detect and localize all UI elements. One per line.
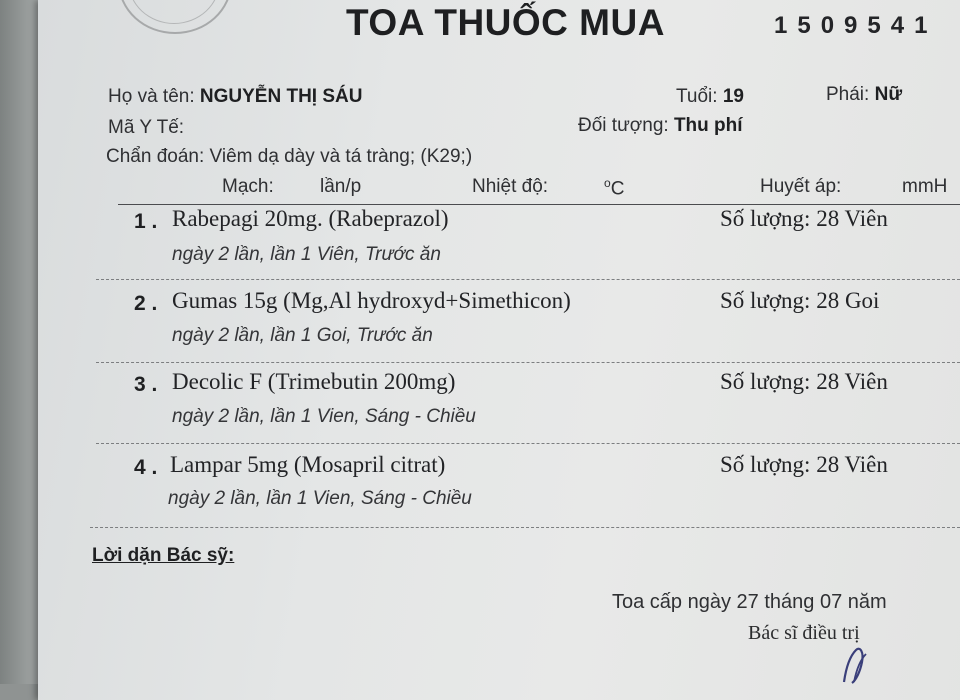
dosage-instruction: ngày 2 lần, lần 1 Goi, Trước ăn <box>172 325 433 346</box>
patient-name-row <box>108 86 362 108</box>
temperature-unit: $^o$C <box>604 176 625 200</box>
dosage-instruction: ngày 2 lần, lần 1 Viên, Trước ăn <box>172 244 441 265</box>
diagnosis-value: Viêm dạ dày và tá tràng; (K29;) <box>209 146 473 167</box>
item-divider <box>90 527 960 528</box>
patient-category: Thu phí <box>673 115 743 136</box>
item-divider <box>96 443 960 444</box>
diagnosis-row <box>106 146 472 168</box>
drug-quantity: Số lượng: 28 Viên <box>720 369 888 394</box>
age-row <box>676 86 744 108</box>
pulse-label: Mạch: <box>222 176 274 197</box>
doctor-advice-label: Lời dặn Bác sỹ: <box>92 545 235 566</box>
drug-quantity: Số lượng: 28 Goi <box>720 288 880 313</box>
prescription-code: 1509541 <box>774 12 938 39</box>
insurance-label: Mã Y Tế: <box>108 117 185 138</box>
category-row <box>578 115 743 137</box>
patient-age: 19 <box>722 86 744 107</box>
category-label: Đối tượng: <box>578 115 669 136</box>
drug-quantity: Số lượng: 28 Viên <box>720 452 888 477</box>
sex-row <box>826 84 902 106</box>
patient-sex: Nữ <box>874 84 903 105</box>
item-number: 4 . <box>134 456 158 479</box>
divider-line <box>118 204 960 205</box>
drug-quantity: Số lượng: 28 Viên <box>720 206 888 231</box>
dosage-instruction: ngày 2 lần, lần 1 Vien, Sáng - Chiều <box>168 488 472 509</box>
pulse-unit: lần/p <box>320 176 362 197</box>
signature-stroke <box>838 646 878 684</box>
drug-name: Decolic F (Trimebutin 200mg) <box>172 369 456 394</box>
item-number: 1 . <box>134 210 158 233</box>
document-title: TOA THUỐC MUA <box>346 2 665 43</box>
blood-pressure-unit: mmH <box>902 176 948 197</box>
dosage-instruction: ngày 2 lần, lần 1 Vien, Sáng - Chiều <box>172 406 476 427</box>
drug-name: Rabepagi 20mg. (Rabeprazol) <box>172 206 449 231</box>
age-label: Tuổi: <box>676 86 718 107</box>
doctor-signature-label: Bác sĩ điều trị <box>748 622 860 644</box>
diagnosis-label: Chẩn đoán: <box>106 146 205 167</box>
page-edge-shadow <box>0 0 38 684</box>
blood-pressure-label: Huyết áp: <box>760 176 842 197</box>
name-label: Họ và tên: <box>108 86 195 107</box>
patient-name: NGUYỄN THỊ SÁU <box>199 86 363 107</box>
item-number: 3 . <box>134 373 158 396</box>
item-divider <box>96 279 960 280</box>
drug-name: Lampar 5mg (Mosapril citrat) <box>170 452 446 477</box>
issue-date: Toa cấp ngày 27 tháng 07 năm <box>612 591 887 613</box>
sex-label: Phái: <box>826 84 870 105</box>
drug-name: Gumas 15g (Mg,Al hydroxyd+Simethicon) <box>172 288 571 313</box>
item-divider <box>96 362 960 363</box>
item-number: 2 . <box>134 292 158 315</box>
temperature-label: Nhiệt độ: <box>472 176 549 197</box>
